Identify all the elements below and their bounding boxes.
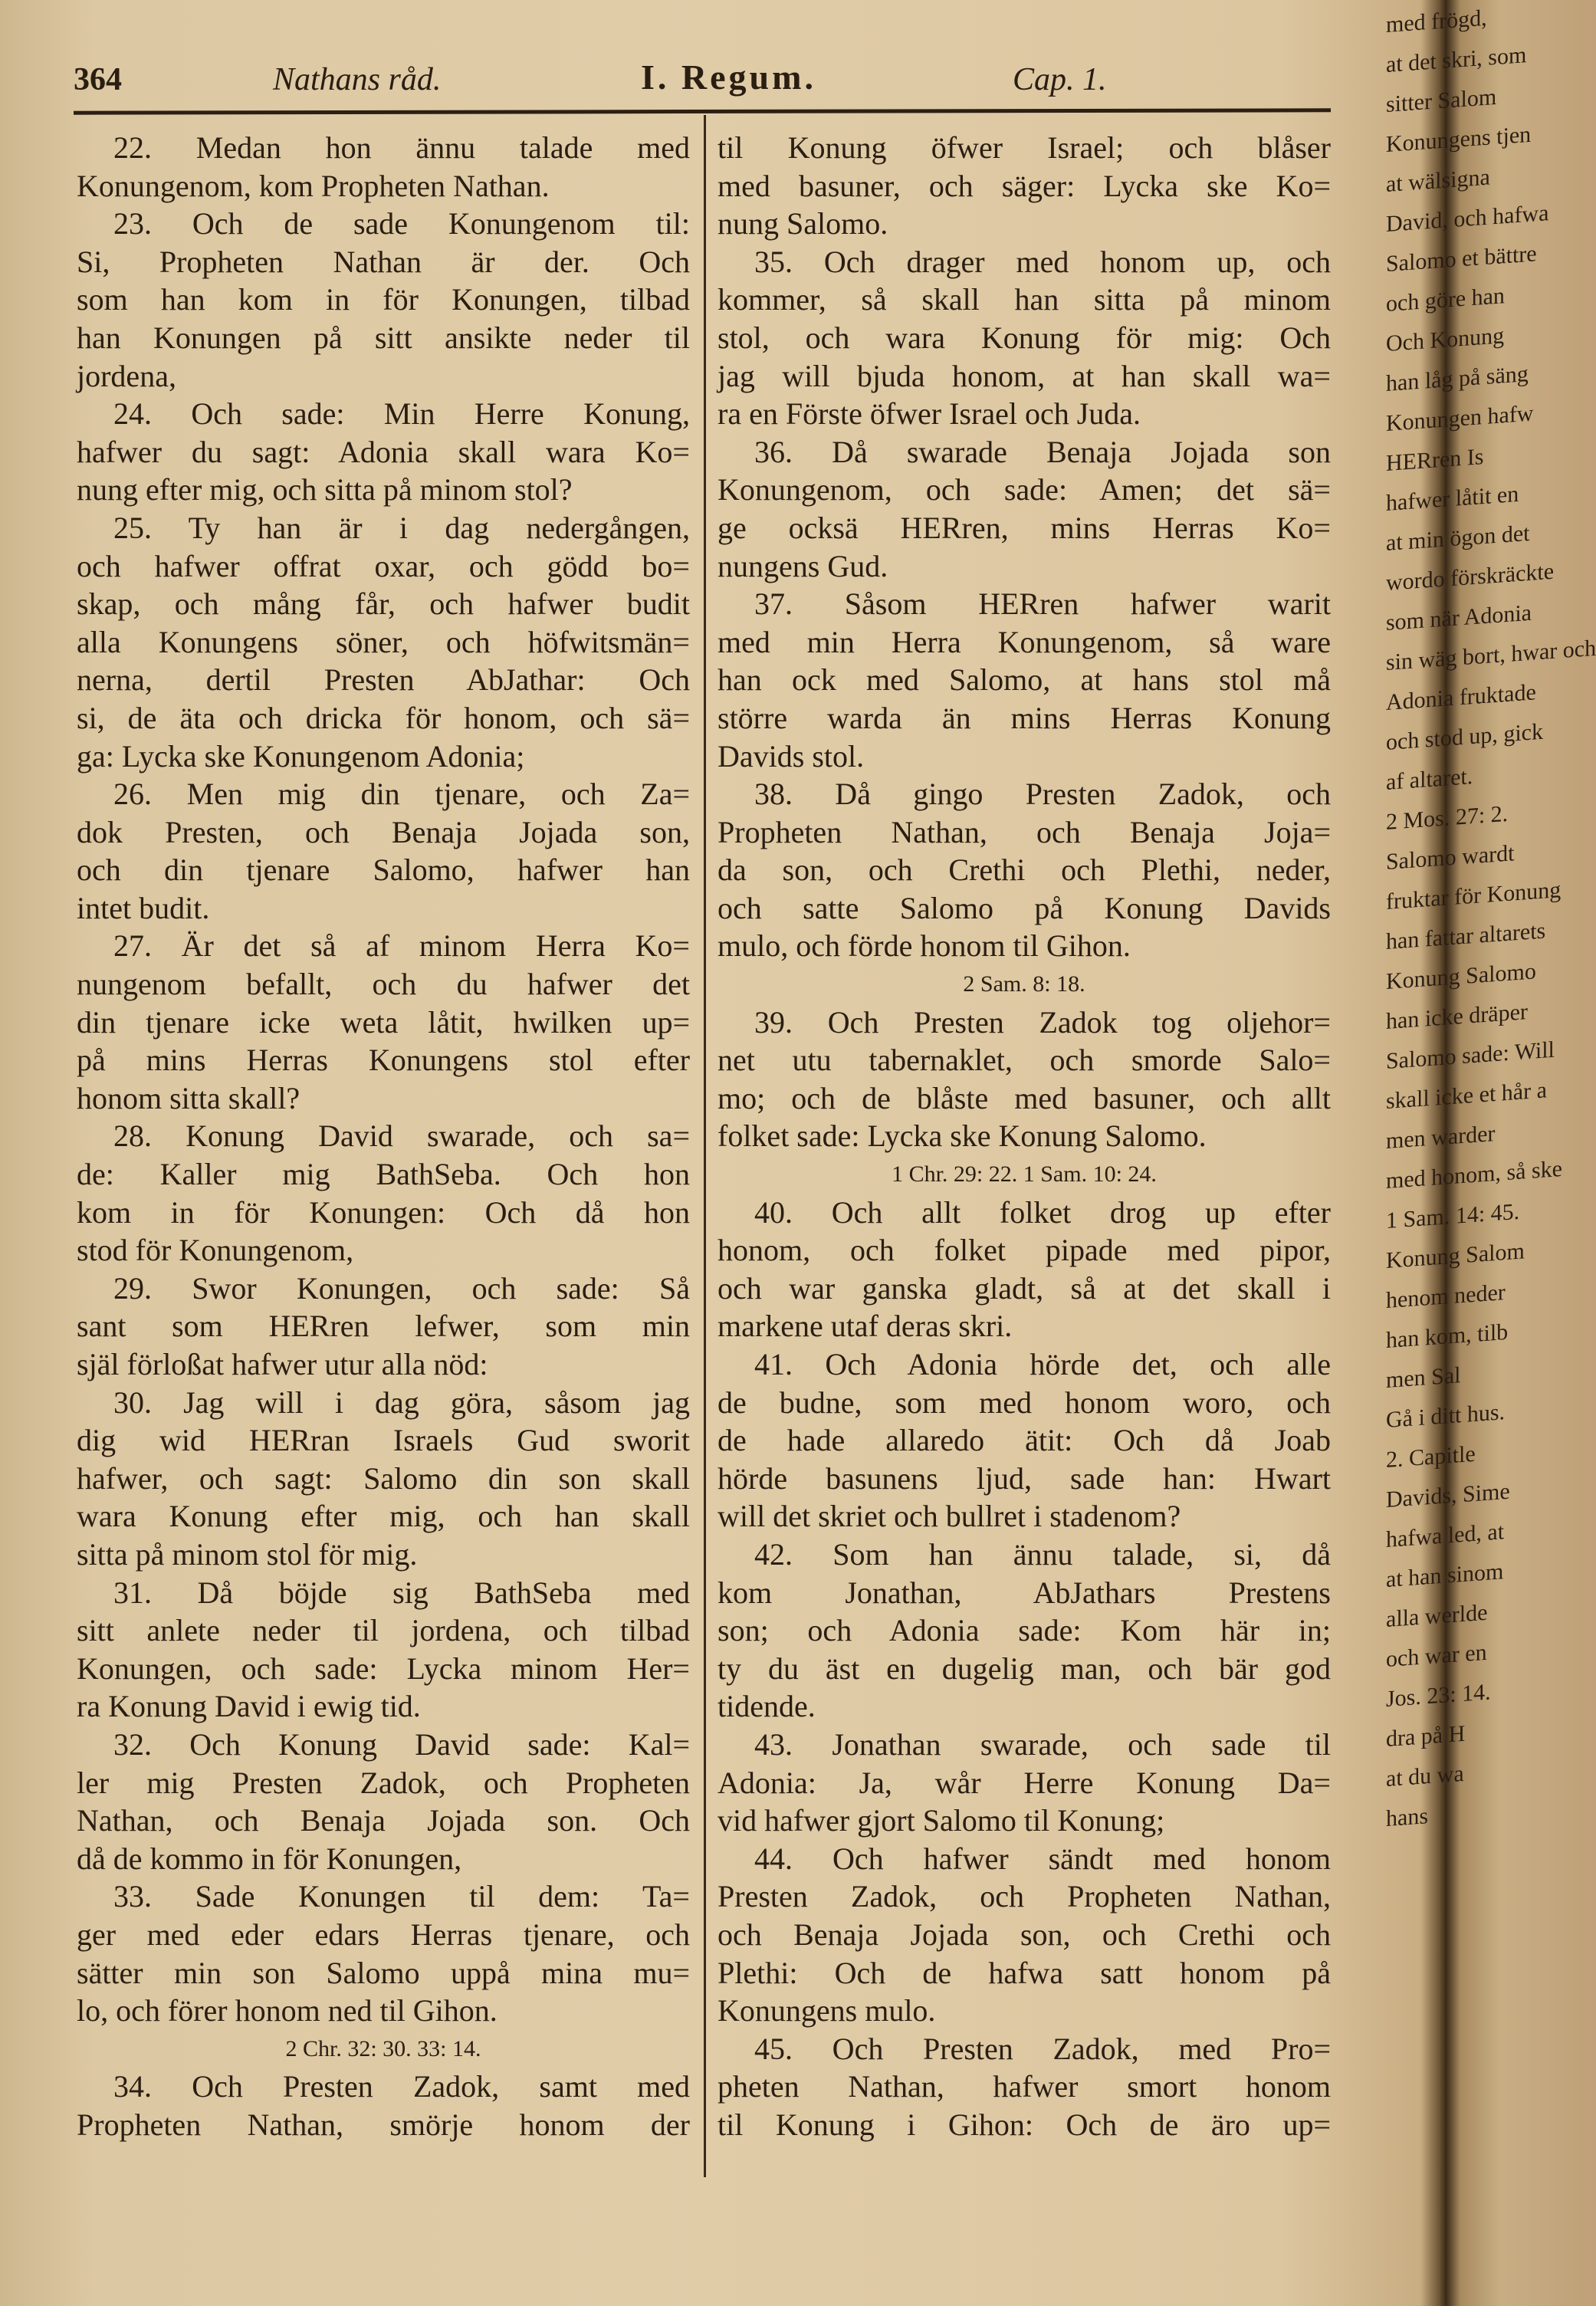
verse <box>718 1345 1331 1536</box>
text-line: ra Konung David i ewig tid. <box>77 1689 421 1724</box>
facing-page-fragment: hafwa led, at <box>1386 1519 1505 1552</box>
text-line: Propheten Nathan, smörje honom der <box>77 2107 690 2142</box>
facing-page-fragment: han icke dräper <box>1386 999 1528 1034</box>
text-line: net utu tabernaklet, och smorde Salo= <box>718 1043 1331 1078</box>
verse <box>718 775 1331 1004</box>
text-line: sant som HERren lefwer, som min <box>77 1309 690 1344</box>
left-column <box>77 129 690 2143</box>
text-line: ger med eder edars Herras tjenare, och <box>77 1917 690 1952</box>
facing-page-fragment: 2 Mos. 27: 2. <box>1386 800 1509 835</box>
verse <box>718 243 1331 433</box>
facing-page-fragment: och war en <box>1386 1639 1487 1672</box>
text-line: honom, och folket pipade med pipor, <box>718 1233 1331 1268</box>
text-line: 26. Men mig din tjenare, och Za= <box>113 777 690 812</box>
text-line: din tjenare icke weta låtit, hwilken up= <box>77 1004 690 1040</box>
facing-page-fragment: at han sinom <box>1386 1559 1504 1592</box>
text-line: han ock med Salomo, at hans stol må <box>718 662 1331 698</box>
text-line: 31. Då böjde sig BathSeba med <box>113 1575 690 1610</box>
facing-page-fragment: Salomo sade: Will <box>1386 1036 1555 1074</box>
facing-page-fragment: och göre han <box>1386 283 1505 317</box>
text-line: nung efter mig, och sitta på minom stol? <box>77 472 573 508</box>
facing-page-fragment: Konung Salom <box>1386 1238 1525 1273</box>
facing-page-fragment: HERren Is <box>1386 444 1484 476</box>
verse <box>718 2030 1331 2144</box>
text-line: ra en Förste öfwer Israel och Juda. <box>718 396 1141 432</box>
text-line: sätter min son Salomo uppå mina mu= <box>77 1955 690 1990</box>
verse <box>718 1726 1331 1840</box>
facing-page-fragment: David, och hafwa <box>1386 200 1549 237</box>
text-line: Konungenom, och sade: Amen; det sä= <box>718 472 1331 508</box>
text-line: Propheten Nathan, och Benaja Joja= <box>718 814 1331 849</box>
text-line: 22. Medan hon ännu talade med <box>113 130 690 165</box>
facing-page-fragment: sin wäg bort, hwar och <box>1386 635 1596 675</box>
text-line: Presten Zadok, och Propheten Nathan, <box>718 1879 1331 1914</box>
facing-page-fragment: at wälsigna <box>1386 164 1490 197</box>
text-line: stol, och wara Konung för mig: Och <box>718 320 1331 355</box>
facing-page-fragment: han fattar altarets <box>1386 918 1546 954</box>
text-line: nung Salomo. <box>718 206 888 241</box>
verse <box>77 1574 690 1726</box>
text-line: de: Kaller mig BathSeba. Och hon <box>77 1157 690 1192</box>
text-line: på mins Herras Konungens stol efter <box>77 1043 690 1078</box>
text-line: pheten Nathan, hafwer smort honom <box>718 2069 1331 2104</box>
facing-page-fragment: med honom, så ske <box>1386 1155 1562 1194</box>
verse <box>718 129 1331 243</box>
text-line: kom in för Konungen: Och då hon <box>77 1194 690 1230</box>
text-line: jordena, <box>77 358 176 393</box>
text-line: 23. Och de sade Konungenom til: <box>113 206 690 241</box>
text-line: Konungen, och sade: Lycka minom Her= <box>77 1651 690 1686</box>
text-line: hafwer, och sagt: Salomo din son skall <box>77 1460 690 1496</box>
text-line: Adonia: Ja, wår Herre Konung Da= <box>718 1765 1331 1800</box>
text-line: 43. Jonathan swarade, och sade til <box>754 1726 1331 1762</box>
text-line: kommer, så skall han sitta på minom <box>718 282 1331 317</box>
text-line: 39. Och Presten Zadok tog oljehor= <box>754 1004 1331 1040</box>
verse <box>77 1877 690 2068</box>
text-line: Konungenom, kom Propheten Nathan. <box>77 168 550 203</box>
text-line: då de kommo in för Konungen, <box>77 1841 462 1876</box>
text-line: folket sade: Lycka ske Konung Salomo. <box>718 1119 1207 1154</box>
text-line: dok Presten, och Benaja Jojada son, <box>77 814 690 849</box>
facing-page-fragment: alla werlde <box>1386 1599 1488 1632</box>
text-line: honom sitta skall? <box>77 1080 300 1115</box>
text-line: 35. Och drager med honom up, och <box>754 244 1331 279</box>
cross-reference: 2 Sam. 8: 18. <box>963 971 1085 997</box>
facing-page-fragment: han låg på säng <box>1386 361 1529 396</box>
text-line: Nathan, och Benaja Jojada son. Och <box>77 1803 690 1838</box>
facing-page-fragment: fruktar för Konung <box>1386 877 1562 915</box>
facing-page-fragment: Konungens tjen <box>1386 121 1532 157</box>
verse <box>77 775 690 927</box>
cross-reference: 2 Chr. 32: 30. 33: 14. <box>285 2035 481 2061</box>
text-line: til Konung öfwer Israel; och blåser <box>718 130 1331 165</box>
text-line: 44. Och hafwer sändt med honom <box>754 1841 1331 1876</box>
facing-page-fragment: af altaret. <box>1386 764 1473 795</box>
facing-page-fragment: hafwer låtit en <box>1386 481 1519 516</box>
verse <box>77 927 690 1117</box>
facing-page-fragment: men warder <box>1386 1121 1496 1154</box>
facing-page-fragment: skall icke et hår a <box>1386 1077 1547 1114</box>
facing-page-fragment: wordo förskräckte <box>1386 558 1555 596</box>
text-line: ty du äst en dugelig man, och bär god <box>718 1651 1331 1686</box>
text-line: 34. Och Presten Zadok, samt med <box>113 2069 690 2104</box>
verse <box>77 129 690 205</box>
verse <box>77 1117 690 1269</box>
text-line: til Konung i Gihon: Och de äro up= <box>718 2107 1331 2142</box>
text-line: 32. Och Konung David sade: Kal= <box>113 1726 690 1762</box>
verse <box>77 395 690 509</box>
cross-reference: 1 Chr. 29: 22. 1 Sam. 10: 24. <box>892 1161 1157 1187</box>
text-line: intet budit. <box>77 890 210 925</box>
facing-page-fragment: Gå i ditt hus. <box>1386 1399 1505 1433</box>
facing-page-fragment: at min ögon det <box>1386 520 1530 556</box>
facing-page-fragment: Salomo wardt <box>1386 840 1515 875</box>
text-line: ge ocksä HERren, mins Herras Ko= <box>718 510 1331 545</box>
verse <box>77 1726 690 1877</box>
verse <box>718 1840 1331 2030</box>
facing-page-fragment: 2. Capitle <box>1386 1440 1476 1473</box>
chapter-label: Cap. 1. <box>1013 62 1107 97</box>
text-line: 29. Swor Konungen, och sade: Så <box>113 1270 690 1306</box>
facing-page-fragment: Salomo et bättre <box>1386 241 1537 277</box>
text-line: 30. Jag will i dag göra, såsom jag <box>113 1385 690 1420</box>
text-line: stod för Konungenom, <box>77 1233 354 1268</box>
facing-page-fragment: och stod up, gick <box>1386 718 1543 755</box>
text-line: med min Herra Konungenom, så ware <box>718 624 1331 659</box>
text-line: sitta på minom stol för mig. <box>77 1536 418 1572</box>
text-line: som han kom in för Konungen, tilbad <box>77 282 690 317</box>
facing-page-fragment: men Sal <box>1386 1362 1461 1393</box>
text-line: vid hafwer gjort Salomo til Konung; <box>718 1803 1165 1838</box>
text-line: alla Konungens söner, och höfwitsmän= <box>77 624 690 659</box>
facing-page-fragment: at du wa <box>1386 1760 1464 1792</box>
facing-page-fragment: som när Adonia <box>1386 599 1532 636</box>
text-line: wara Konung efter mig, och han skall <box>77 1499 690 1534</box>
facing-page-fragment: han kom, tilb <box>1386 1319 1509 1353</box>
text-line: och hafwer offrat oxar, och gödd bo= <box>77 548 690 583</box>
text-line: nerna, dertil Presten AbJathar: Och <box>77 662 690 698</box>
text-line: 37. Såsom HERren hafwer warit <box>754 586 1331 622</box>
text-line: dig wid HERran Israels Gud sworit <box>77 1423 690 1458</box>
text-line: Davids stol. <box>718 738 865 774</box>
text-line: nungenom befallt, och du hafwer det <box>77 967 690 1002</box>
text-line: 28. Konung David swarade, och sa= <box>113 1119 690 1154</box>
verse <box>718 1536 1331 1726</box>
text-line: och satte Salomo på Konung Davids <box>718 890 1331 925</box>
text-line: Konungens mulo. <box>718 1993 936 2028</box>
text-line: själ förloßat hafwer utur alla nöd: <box>77 1347 488 1381</box>
text-line: 41. Och Adonia hörde det, och alle <box>754 1347 1331 1381</box>
text-line: 38. Då gingo Presten Zadok, och <box>754 777 1331 812</box>
column-divider <box>704 115 706 2177</box>
text-line: ga: Lycka ske Konungenom Adonia; <box>77 738 525 774</box>
facing-page-fragment: hans <box>1386 1803 1428 1831</box>
text-line: 24. Och sade: Min Herre Konung, <box>113 396 690 432</box>
text-line: jag will bjuda honom, at han skall wa= <box>718 358 1331 393</box>
page-number: 364 <box>74 62 122 97</box>
text-line: de hade allaredo ätit: Och då Joab <box>718 1423 1331 1458</box>
text-line: sitt anlete neder til jordena, och tilbad <box>77 1613 690 1648</box>
text-line: mulo, och förde honom til Gihon. <box>718 928 1131 964</box>
facing-page-edge <box>1386 0 1596 2306</box>
text-line: Plethi: Och de hafwa satt honom på <box>718 1955 1331 1990</box>
text-line: lo, och förer honom ned til Gihon. <box>77 1993 498 2028</box>
text-line: 40. Och allt folket drog up efter <box>754 1194 1331 1230</box>
verse <box>718 433 1331 585</box>
text-line: de budne, som med honom woro, och <box>718 1385 1331 1420</box>
facing-page-fragment: Och Konung <box>1386 323 1505 356</box>
verse <box>77 2068 690 2143</box>
text-line: skap, och mång får, och hafwer budit <box>77 586 690 622</box>
text-line: 25. Ty han är i dag nedergången, <box>113 510 690 545</box>
text-line: och din tjenare Salomo, hafwer han <box>77 852 690 888</box>
text-line: 33. Sade Konungen til dem: Ta= <box>113 1879 690 1914</box>
text-line: större warda än mins Herras Konung <box>718 700 1331 735</box>
text-line: och Benaja Jojada son, och Crethi och <box>718 1917 1331 1952</box>
text-line: 42. Som han ännu talade, si, då <box>754 1536 1331 1572</box>
verse <box>77 205 690 395</box>
running-title: Nathans råd. <box>273 62 442 97</box>
verse <box>77 1270 690 1384</box>
facing-page-fragment: Konungen hafw <box>1386 400 1534 436</box>
text-line: hafwer du sagt: Adonia skall wara Ko= <box>77 434 690 469</box>
text-line: mo; och de blåste med basuner, och allt <box>718 1080 1331 1115</box>
facing-page-fragment: henom neder <box>1386 1279 1506 1313</box>
text-line: 36. Då swarade Benaja Jojada son <box>754 434 1331 469</box>
text-line: ler mig Presten Zadok, och Propheten <box>77 1765 690 1800</box>
text-line: med basuner, och säger: Lycka ske Ko= <box>718 168 1331 203</box>
text-line: kom Jonathan, AbJathars Prestens <box>718 1575 1331 1610</box>
text-line: nungens Gud. <box>718 548 888 583</box>
text-line: 27. Är det så af minom Herra Ko= <box>113 928 690 964</box>
text-line: Si, Propheten Nathan är der. Och <box>77 244 690 279</box>
text-line: son; och Adonia sade: Kom här in; <box>718 1613 1331 1648</box>
verse <box>718 1004 1331 1194</box>
book-title: I. Regum. <box>641 57 816 97</box>
text-line: och war ganska gladt, så at det skall i <box>718 1270 1331 1306</box>
verse <box>77 1384 690 1574</box>
verse <box>718 585 1331 775</box>
text-line: da son, och Crethi och Plethi, neder, <box>718 852 1331 888</box>
header-rule <box>74 108 1331 114</box>
text-line: hörde basunens ljud, sade han: Hwart <box>718 1460 1331 1496</box>
facing-page-fragment: sitter Salom <box>1386 84 1497 117</box>
right-column <box>718 129 1331 2143</box>
facing-page-fragment: at det skri, som <box>1386 42 1527 77</box>
text-line: markene utaf deras skri. <box>718 1309 1013 1344</box>
verse <box>77 509 690 775</box>
facing-page-fragment: dra på H <box>1386 1720 1466 1752</box>
text-line: han Konungen på sitt ansikte neder til <box>77 320 690 355</box>
facing-page-fragment: 1 Sam. 14: 45. <box>1386 1198 1520 1233</box>
facing-page-fragment: med frögd, <box>1386 5 1487 38</box>
facing-page-fragment: Adonia fruktade <box>1386 679 1536 715</box>
facing-page-fragment: Konung Salomo <box>1386 958 1536 994</box>
text-line: tidende. <box>718 1689 816 1724</box>
page-header <box>74 54 1331 107</box>
text-line: 45. Och Presten Zadok, med Pro= <box>754 2031 1331 2066</box>
facing-page-fragment: Jos. 23: 14. <box>1386 1679 1491 1712</box>
text-line: will det skriet och bullret i stadenom? <box>718 1499 1181 1534</box>
facing-page-fragment: Davids, Sime <box>1386 1478 1510 1513</box>
text-line: si, de äta och dricka för honom, och sä= <box>77 700 690 735</box>
verse <box>718 1194 1331 1345</box>
